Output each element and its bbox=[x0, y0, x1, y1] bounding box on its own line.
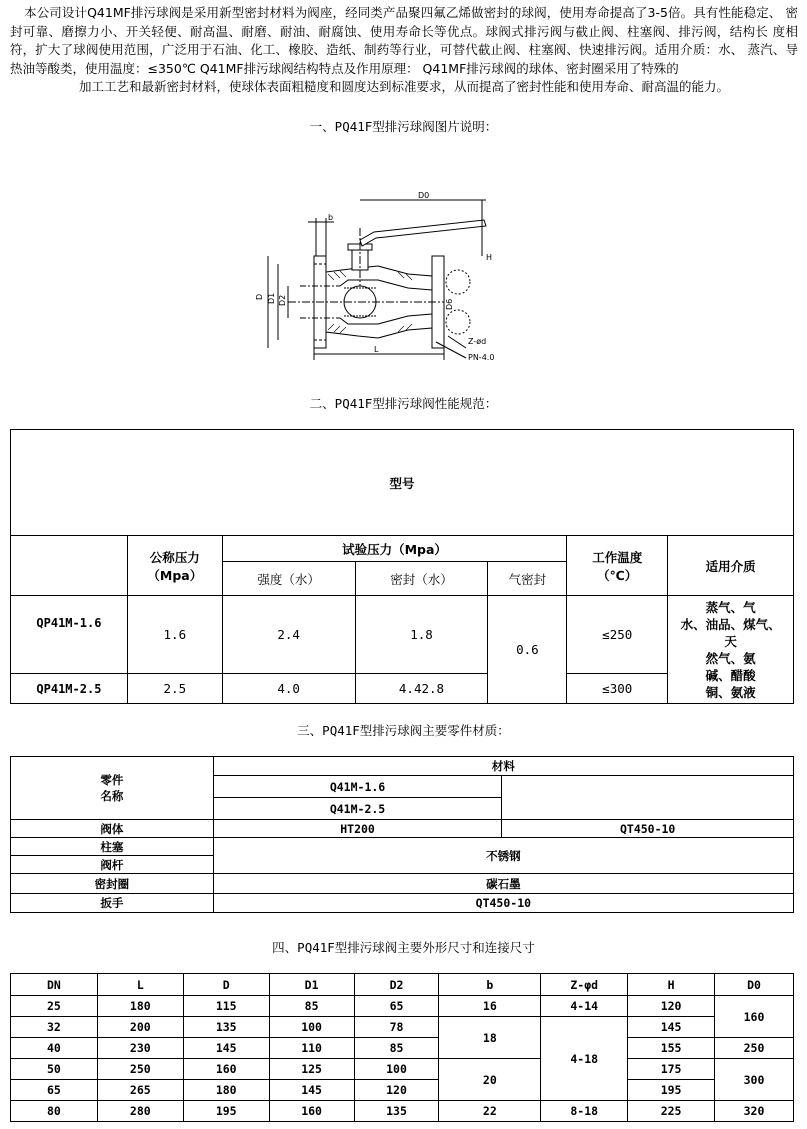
test-pressure-header: 试验压力（Mpa） bbox=[222, 536, 567, 562]
seal-header: 密封（水） bbox=[355, 562, 488, 596]
dimensions-table bbox=[10, 973, 794, 1122]
table-row: 65 265 180 145 120 195 bbox=[11, 1080, 794, 1101]
label-d0: D0 bbox=[418, 191, 430, 200]
intro-line: 蒸汽、导热油等酸类，使用温度：≤350℃ Q41MF排污球阀结构特点及作用原理： Q41MF排污球阀的球体、密封圈采用了特殊的 bbox=[10, 42, 798, 76]
table-row: 40 230 145 110 85 155 250 bbox=[11, 1038, 794, 1059]
table-row: 32 200 135 100 78 18 4-18 145 bbox=[11, 1017, 794, 1038]
table-row: QP41M-1.6 1.6 2.4 1.8 0.6 ≤250 蒸气、气 水、油品、煤气、 天 然气、氨 碱、醋酸 铜、氨液 bbox=[11, 596, 794, 674]
header-dn: DN bbox=[11, 974, 98, 996]
materials-table bbox=[10, 756, 794, 913]
header-d1: D1 bbox=[269, 974, 354, 996]
table-row: QP41M-2.5 2.5 4.0 4.42.8 ≤300 bbox=[11, 674, 794, 704]
header-d0: D0 bbox=[715, 974, 794, 996]
header-zd: Z-φd bbox=[541, 974, 628, 996]
table-row: 80 280 195 160 135 22 8-18 225 320 bbox=[11, 1101, 794, 1122]
table-row: 柱塞 不锈钢 bbox=[11, 838, 794, 856]
intro-paragraph bbox=[10, 4, 798, 97]
air-header: 气密封 bbox=[488, 562, 567, 596]
section-title-2: 二、PQ41F型排污球阀性能规范： bbox=[309, 396, 498, 411]
air-value: 0.6 bbox=[488, 596, 567, 704]
header-h: H bbox=[628, 974, 715, 996]
material-header: 材料 bbox=[213, 757, 793, 776]
intro-line: 本公司设计Q41MF排污球阀是采用新型密封材料为阀座，经同类产品聚四氟乙烯做密封的球阀，使用寿命提高了3-5倍。具有性能稳定、 bbox=[24, 5, 782, 20]
temp-header: 工作温度 （℃） bbox=[567, 536, 668, 596]
table-row: 50 250 160 125 100 20 175 300 bbox=[11, 1059, 794, 1080]
table-row: 阀体 HT200 QT450-10 bbox=[11, 820, 794, 838]
label-pn: PN-4.0 bbox=[468, 353, 495, 362]
label-d1: D1 bbox=[267, 292, 276, 304]
nominal-pressure-header: 公称压力 （Mpa） bbox=[127, 536, 222, 596]
label-b: b bbox=[328, 213, 334, 222]
section-title-4: 四、PQ41F型排污球阀主要外形尺寸和连接尺寸 bbox=[272, 940, 535, 955]
section-title-3: 三、PQ41F型排污球阀主要零件材质： bbox=[297, 723, 510, 738]
label-h: H bbox=[486, 253, 493, 262]
valve-drawing bbox=[248, 188, 510, 366]
header-d: D bbox=[183, 974, 269, 996]
header-l: L bbox=[97, 974, 183, 996]
intro-line: 加工工艺和最新密封材料，使球体表面粗糙度和圆度达到标准要求，从而提高了密封性能和使用寿命、耐高温的能力。 bbox=[78, 79, 729, 94]
valve-diagram bbox=[248, 188, 510, 366]
media-cell: 蒸气、气 水、油品、煤气、 天 然气、氨 碱、醋酸 铜、氨液 bbox=[668, 596, 794, 704]
section-title-1: 一、PQ41F型排污球阀图片说明： bbox=[309, 119, 498, 134]
table-row: 密封圈 碳石墨 bbox=[11, 874, 794, 894]
part-header: 零件 名称 bbox=[11, 757, 214, 820]
media-header: 适用介质 bbox=[668, 536, 794, 596]
label-d2: D2 bbox=[278, 294, 287, 306]
label-l: L bbox=[374, 345, 379, 354]
label-z: Z-ød bbox=[468, 337, 487, 346]
model-2: Q41M-2.5 bbox=[213, 798, 502, 820]
intro-line: 密封可靠、磨擦力小、开关轻便、耐高温、耐磨、耐油、耐腐蚀、使用寿命长等优点。球阀式排污阀与截止阀、柱塞阀、排污阀，结构长 bbox=[10, 5, 798, 39]
intro-line: 度相符，扩大了球阀使用范围，广泛用于石油、化工、橡胶、造纸、制药等行业，可替代截止阀、柱塞阀、快速排污阀。适用介质：水、 bbox=[10, 23, 798, 57]
table-row: 25 180 115 85 65 16 4-14 120 160 bbox=[11, 996, 794, 1017]
table-row: 阀杆 bbox=[11, 856, 794, 874]
label-d6: D6 bbox=[445, 298, 454, 310]
model-header: 型号 bbox=[11, 430, 794, 536]
table-row: 扳手 QT450-10 bbox=[11, 894, 794, 913]
label-d: D bbox=[255, 293, 264, 300]
model-1: Q41M-1.6 bbox=[213, 776, 502, 798]
performance-table bbox=[10, 429, 794, 704]
header-d2: D2 bbox=[354, 974, 439, 996]
strength-header: 强度（水） bbox=[222, 562, 355, 596]
header-b: b bbox=[439, 974, 541, 996]
